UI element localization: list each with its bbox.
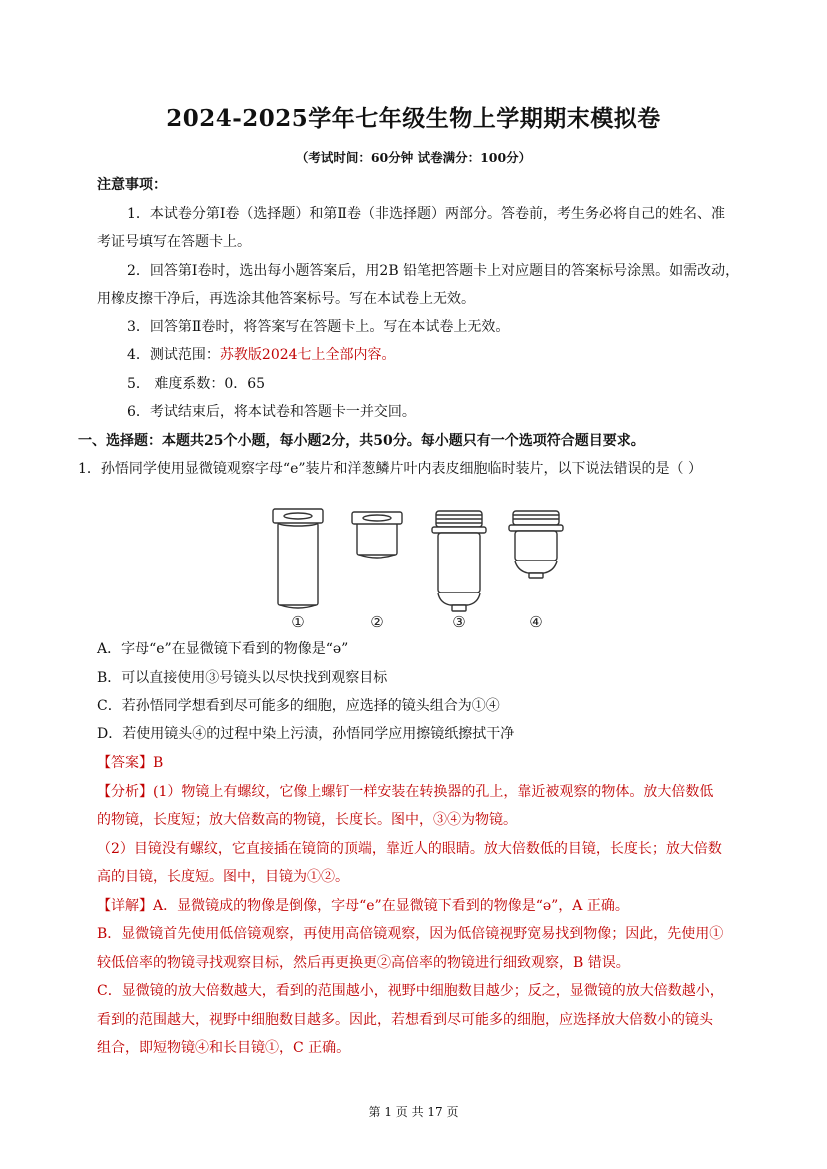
lens-figure <box>268 503 568 633</box>
analysis-line-3: （2）目镜没有螺纹，它直接插在镜筒的顶端，靠近人的眼睛。放大倍数低的目镜，长度长；放大倍数 <box>97 841 722 857</box>
figure-label-4: ④ <box>529 613 543 631</box>
detail-line-3: 较低倍率的物镜寻找观察目标，然后再更换更②高倍率的物镜进行细致观察，B 错误。 <box>97 955 630 971</box>
detail-line-4: C．显微镜的放大倍数越大，看到的范围越小，视野中细胞数目越少；反之，显微镜的放大倍数越小， <box>97 983 724 999</box>
option-a: A．字母“e”在显微镜下看到的物像是“ə” <box>97 641 349 657</box>
test-scope: 苏教版2024七上全部内容。 <box>219 347 396 363</box>
lens-3-long-objective <box>432 511 486 611</box>
question-stem: 1．孙悟同学使用显微镜观察字母“e”装片和洋葱鳞片叶内表皮细胞临时装片，以下说法错误的是（ ） <box>78 461 702 477</box>
notes-heading: 注意事项： <box>97 177 167 193</box>
note-item-2: 2．回答第Ⅰ卷时，选出每小题答案后，用2B 铅笔把答题卡上对应题目的答案标号涂黑。如需改动， <box>127 263 740 279</box>
figure-label-3: ③ <box>452 613 466 631</box>
detail-line-1: 【详解】A．显微镜成的物像是倒像，字母“e”在显微镜下看到的物像是“ə”，A 正确。 <box>97 898 629 914</box>
note-item-4-prefix: 4．测试范围： <box>127 347 220 363</box>
note-item-1-cont: 考证号填写在答题卡上。 <box>97 234 251 250</box>
analysis-line-1: 【分析】(1）物镜上有螺纹，它像上螺钉一样安装在转换器的孔上，靠近被观察的物体。放大倍数低 <box>97 784 714 800</box>
exam-info: （考试时间：60分钟 试卷满分：100分） <box>295 150 532 165</box>
note-item-3: 3．回答第Ⅱ卷时，将答案写在答题卡上。写在本试卷上无效。 <box>127 319 510 335</box>
option-b: B．可以直接使用③号镜头以尽快找到观察目标 <box>97 670 388 686</box>
analysis-line-2: 的物镜，长度短；放大倍数高的物镜，长度长。图中，③④为物镜。 <box>97 812 517 828</box>
note-item-4 <box>127 345 396 365</box>
detail-line-2: B．显微镜首先使用低倍镜观察，再使用高倍镜观察，因为低倍镜视野宽易找到物像；因此，先使用① <box>97 926 724 942</box>
option-d: D．若使用镜头④的过程中染上污渍，孙悟同学应用擦镜纸擦拭干净 <box>97 726 515 742</box>
detail-line-6: 组合，即短物镜④和长目镜①，C 正确。 <box>97 1040 351 1056</box>
note-item-5: 5． 难度系数：0．65 <box>127 376 266 392</box>
detail-line-5: 看到的范围越大，视野中细胞数目越多。因此，若想看到尽可能多的细胞，应选择放大倍数小的镜头 <box>97 1012 713 1028</box>
lens-4-short-objective <box>509 511 563 578</box>
section-heading: 一、选择题：本题共25个小题，每小题2分，共50分。每小题只有一个选项符合题目要求。 <box>78 433 645 449</box>
lens-2-short-eyepiece <box>352 512 402 558</box>
page-title: 2024-2025学年七年级生物上学期期末模拟卷 <box>166 105 661 132</box>
option-c: C．若孙悟同学想看到尽可能多的细胞，应选择的镜头组合为①④ <box>97 698 500 714</box>
lens-1-long-eyepiece <box>273 509 323 608</box>
note-item-1: 1．本试卷分第Ⅰ卷（选择题）和第Ⅱ卷（非选择题）两部分。答卷前，考生务必将自己的姓名、准 <box>127 206 725 222</box>
note-item-6: 6．考试结束后，将本试卷和答题卡一并交回。 <box>127 404 416 420</box>
note-item-2-cont: 用橡皮擦干净后，再选涂其他答案标号。写在本试卷上无效。 <box>97 291 475 307</box>
analysis-line-4: 高的目镜，长度短。图中，目镜为①②。 <box>97 869 349 885</box>
figure-label-2: ② <box>370 613 384 631</box>
figure-label-1: ① <box>291 613 305 631</box>
page-number: 第 1 页 共 17 页 <box>368 1105 459 1119</box>
answer-label: 【答案】B <box>97 755 164 771</box>
